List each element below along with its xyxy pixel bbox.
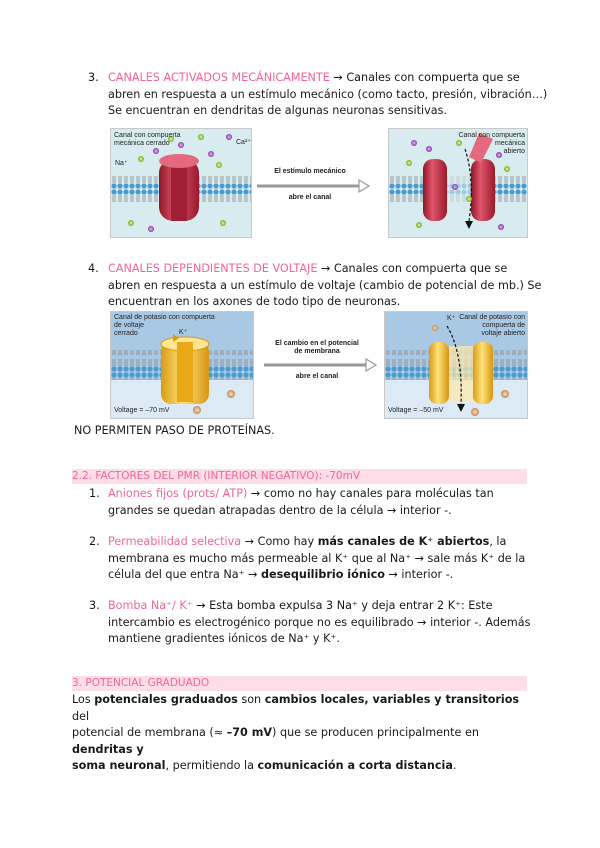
- text-span: potencial de membrana (≈: [72, 726, 227, 739]
- bold-text: potenciales graduados: [94, 693, 238, 706]
- text-line: intercambio es electrogénico porque no es equilibrado → interior -. Además: [108, 615, 531, 629]
- voltage-channel-closed-figure: [110, 311, 254, 419]
- k-label: K⁺: [179, 329, 188, 336]
- bold-text: soma neuronal: [72, 759, 166, 772]
- arrow-text: [262, 340, 372, 356]
- text-span: .: [452, 759, 457, 772]
- label-line: abierto: [503, 148, 525, 155]
- item-number-3: 3.: [88, 71, 99, 84]
- text-span: del: [72, 709, 90, 723]
- text-span: → interior -.: [384, 568, 454, 581]
- arrow-text: El estímulo mecánico: [274, 168, 346, 175]
- text-span: → como no hay canales para moléculas tan: [247, 487, 494, 500]
- text-span: , permitiendo la: [165, 759, 258, 772]
- voltage-channel-open-figure: [384, 311, 528, 419]
- selective-permeability-paragraph: [108, 534, 548, 584]
- label: [114, 132, 181, 148]
- right-arrow-icon: [255, 179, 370, 193]
- voltage-arrow: [262, 340, 377, 380]
- mechanical-arrow: [255, 168, 370, 208]
- text-span: , la: [489, 535, 507, 548]
- bold-text: –70 mV: [226, 726, 273, 739]
- arrow-text: abre el canal: [288, 194, 332, 201]
- text-span: → Esta bomba expulsa 3 Na⁺ y deja entrar 2 K⁺: Este: [192, 599, 493, 612]
- bold-text: dendritas y: [72, 742, 144, 756]
- text-span: ) que se producen principalmente en: [272, 726, 479, 739]
- label-line: Canal de potasio con: [459, 314, 525, 321]
- label-line: Canal con compuerta: [114, 132, 181, 139]
- label-line: Canal de potasio con compuerta: [114, 314, 215, 321]
- text-line: abren en respuesta a un estímulo de voltaje (cambio de potencial de mb.) Se: [108, 278, 542, 292]
- voltage-readout: Voltage = –70 mV: [114, 407, 170, 414]
- bold-text: más canales de K⁺ abiertos: [317, 535, 490, 548]
- label-line: de membrana: [294, 348, 340, 355]
- arrow-text: abre el canal: [295, 373, 339, 380]
- sodium-potassium-pump-paragraph: [108, 598, 548, 648]
- item-number-1: 1.: [89, 487, 100, 500]
- text-span: → Canales con compuerta que se: [317, 262, 508, 275]
- bold-text: cambios locales, variables y transitorios: [264, 693, 520, 706]
- voltage-channels-title: CANALES DEPENDIENTES DE VOLTAJE: [108, 262, 318, 275]
- text-line: Se encuentran en dendritas de algunas neuronas sensitivas.: [108, 104, 447, 117]
- no-protein-note: NO PERMITEN PASO DE PROTEÍNAS.: [74, 424, 275, 437]
- selective-permeability-title: Permeabilidad selectiva: [108, 535, 242, 548]
- text-span: son: [237, 693, 265, 706]
- label-line: El cambio en el potencial: [275, 340, 359, 347]
- text-line: abren en respuesta a un estímulo mecánico (como tacto, presión, vibración…): [108, 87, 548, 101]
- item-number-3b: 3.: [89, 599, 100, 612]
- text-span: → Canales con compuerta que se: [329, 71, 520, 84]
- k-label: K⁺: [447, 315, 456, 322]
- section-header-pmr: 2.2. FACTORES DEL PMR (INTERIOR NEGATIVO): -70mV: [72, 469, 527, 484]
- ca-label: Ca²⁺: [236, 139, 251, 146]
- label-line: mecánica cerrado: [114, 140, 170, 147]
- section-header-graded-potential: 3. POTENCIAL GRADUADO: [72, 676, 527, 691]
- mechanical-channels-title: CANALES ACTIVADOS MECÁNICAMENTE: [108, 71, 330, 84]
- graded-potential-paragraph: [72, 692, 532, 775]
- label: [455, 314, 525, 338]
- label-line: mecánica: [495, 140, 525, 147]
- mechanical-channel-closed-figure: [110, 128, 252, 238]
- na-label: Na⁺: [115, 160, 128, 167]
- right-arrow-icon: [262, 358, 377, 372]
- fixed-anions-title: Aniones fijos (prots/ ATP): [108, 487, 248, 500]
- item-number-4: 4.: [88, 262, 99, 275]
- pump-title: Bomba Na⁺/ K⁺: [108, 599, 193, 612]
- text-span: Los: [72, 693, 95, 706]
- voltage-readout: Voltage = –50 mV: [388, 407, 444, 414]
- bold-text: desequilibrio iónico: [261, 568, 385, 581]
- text-span: célula del que entra Na⁺ →: [108, 568, 262, 581]
- label-line: Canal con compuerta: [458, 132, 525, 139]
- text-line: encuentran en los axones de todo tipo de neuronas.: [108, 295, 401, 308]
- text-span: → Como hay: [241, 535, 318, 548]
- item-number-2: 2.: [89, 535, 100, 548]
- label: [455, 132, 525, 156]
- label-line: de voltaje: [114, 322, 144, 329]
- text-line: membrana es mucho más permeable al K⁺ que al Na⁺ → sale más K⁺ de la: [108, 551, 526, 565]
- label: [114, 314, 215, 338]
- text-line: mantiene gradientes iónicos de Na⁺ y K⁺.: [108, 632, 340, 645]
- mechanical-channel-open-figure: [388, 128, 528, 238]
- text-line: grandes se quedan atrapadas dentro de la célula → interior -.: [108, 503, 452, 517]
- voltage-channels-paragraph: [108, 261, 548, 311]
- label-line: voltaje abierto: [481, 330, 525, 337]
- bold-text: comunicación a corta distancia: [257, 759, 453, 772]
- label-line: cerrado: [114, 330, 138, 337]
- mechanical-channels-paragraph: [108, 70, 548, 120]
- fixed-anions-paragraph: [108, 486, 548, 519]
- label-line: compuerta de: [482, 322, 525, 329]
